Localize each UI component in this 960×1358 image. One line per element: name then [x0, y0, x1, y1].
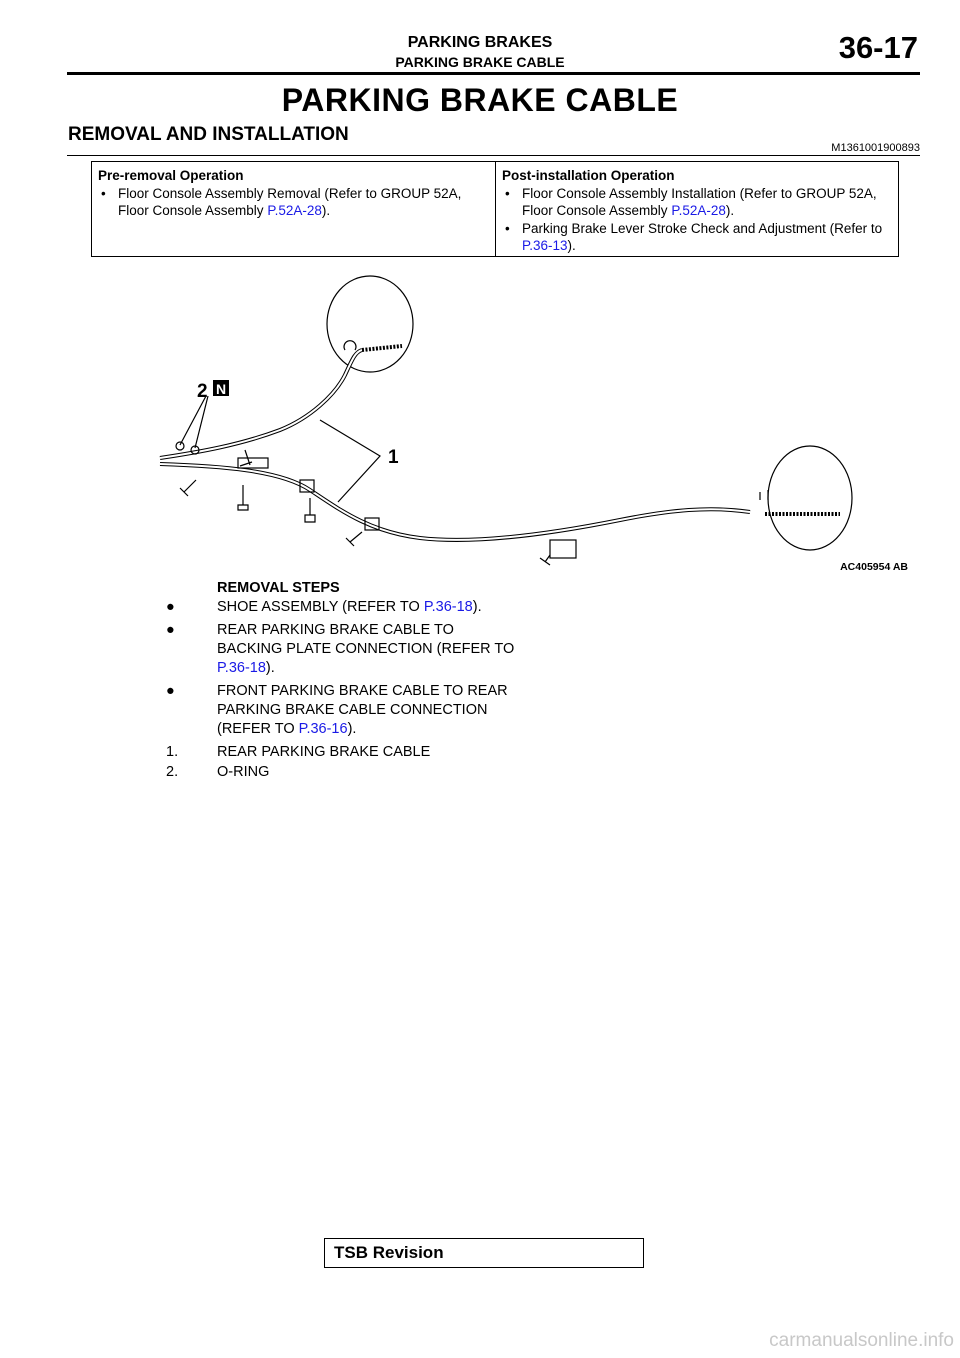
cable-end-front [362, 346, 402, 350]
removal-step [166, 621, 517, 678]
post-installation-column [495, 162, 898, 256]
clip-icon [760, 490, 768, 500]
section-rule [67, 155, 920, 156]
post-installation-item [502, 185, 892, 219]
header-title: PARKING BRAKES [407, 34, 553, 51]
page-link[interactable]: P.36-18 [217, 660, 266, 676]
callout-2-leader [180, 396, 208, 448]
page-link[interactable]: P.36-13 [522, 238, 568, 253]
parking-brake-cable-diagram [140, 270, 870, 580]
pre-removal-heading: Pre-removal Operation [98, 168, 244, 183]
header-subtitle: PARKING BRAKE CABLE [395, 54, 565, 70]
step-number: 2. [166, 764, 179, 780]
detail-circle-front [327, 276, 413, 372]
watermark: carmanualsonline.info [769, 1330, 954, 1351]
page-link[interactable]: P.52A-28 [671, 203, 726, 218]
op-item-text: Parking Brake Lever Stroke Check and Adjustment (Refer to [522, 221, 883, 236]
op-item-suffix: ). [321, 203, 331, 218]
step-number: 1. [166, 744, 179, 760]
post-installation-heading: Post-installation Operation [502, 168, 675, 183]
bullet-icon: • [505, 186, 510, 201]
removal-steps [166, 579, 766, 783]
page-link[interactable]: P.36-18 [423, 599, 473, 615]
op-item-text: Floor Console Assembly Removal (Refer to GROUP 52A, Floor Console Assembly [118, 186, 462, 218]
pre-removal-column [92, 162, 495, 256]
step-text: O-RING [217, 764, 270, 780]
bracket-icon [238, 458, 268, 468]
op-item-text: Floor Console Assembly Installation (Refer to GROUP 52A, Floor Console Assembly [522, 186, 877, 218]
bracket-icon [550, 540, 576, 558]
step-suffix: ). [472, 599, 482, 615]
page-link[interactable]: P.52A-28 [267, 203, 322, 218]
step-text: REAR PARKING BRAKE CABLE TO BACKING PLATE CONNECTION (REFER TO [217, 622, 515, 657]
bullet-icon: ● [166, 599, 175, 615]
tsb-revision-box: TSB Revision [324, 1238, 644, 1268]
clip-icon [344, 341, 356, 350]
section-code: M1361001900893 [831, 142, 920, 154]
step-text: SHOE ASSEMBLY (REFER TO [217, 599, 424, 615]
bullet-icon: • [101, 186, 106, 201]
step-text: REAR PARKING BRAKE CABLE [217, 744, 431, 760]
document-title: PARKING BRAKE CABLE [281, 82, 679, 118]
op-item-suffix: ). [725, 203, 735, 218]
bullet-icon: ● [166, 683, 175, 699]
cable-upper [160, 350, 362, 458]
removal-steps-heading: REMOVAL STEPS [217, 580, 340, 596]
removal-step [166, 682, 527, 739]
detail-circle-rear [768, 446, 852, 550]
figure-code: AC405954 AB [840, 561, 908, 573]
callout-2: 2 [197, 381, 208, 402]
cable-lower [160, 464, 750, 540]
header-rule [67, 72, 920, 75]
operations-table [91, 161, 899, 257]
callout-1-leader [320, 420, 380, 502]
o-ring-icon [176, 442, 184, 450]
page-link[interactable]: P.36-16 [298, 721, 348, 737]
pre-removal-item [98, 185, 489, 219]
callout-1: 1 [388, 447, 399, 468]
bullet-icon: ● [166, 622, 175, 638]
section-heading: REMOVAL AND INSTALLATION [68, 124, 349, 145]
op-item-suffix: ). [567, 238, 576, 253]
page-number: 36-17 [838, 30, 918, 65]
removal-step [166, 763, 766, 782]
bullet-icon: • [505, 221, 510, 236]
step-suffix: ). [265, 660, 275, 676]
badge-n: N [216, 381, 227, 397]
post-installation-item [502, 220, 892, 254]
removal-step [166, 598, 766, 617]
removal-step [166, 743, 766, 762]
step-suffix: ). [347, 721, 357, 737]
step-text: FRONT PARKING BRAKE CABLE TO REAR PARKING BRAKE CABLE CONNECTION (REFER TO [217, 683, 508, 737]
